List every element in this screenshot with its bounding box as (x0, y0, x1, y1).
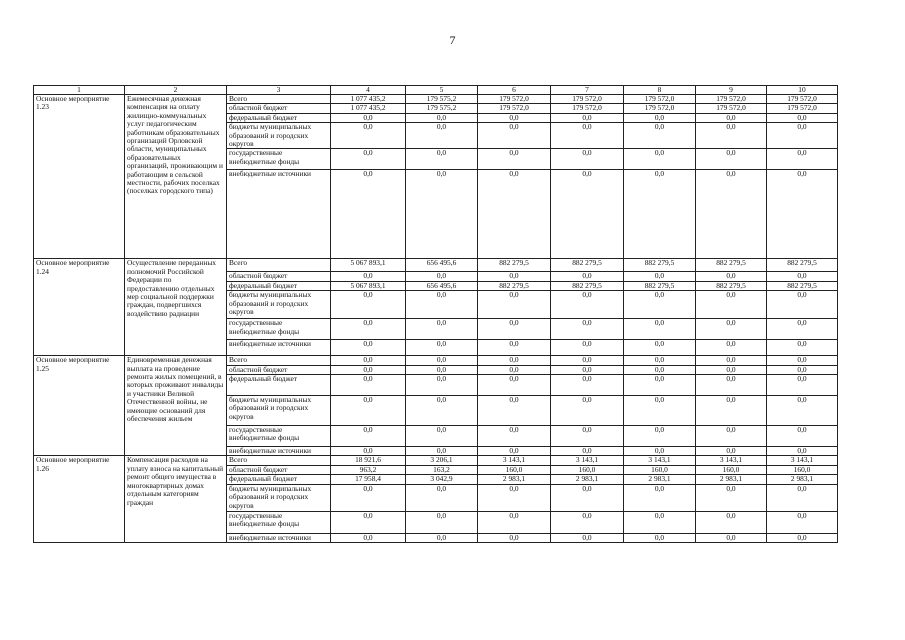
amount-cell: 0,0 (331, 426, 406, 447)
funding-source: государственные внебюджетные фонды (227, 149, 331, 170)
amount-cell: 882 279,5 (478, 259, 551, 272)
amount-cell: 0,0 (696, 396, 767, 426)
amount-cell: 0,0 (767, 113, 838, 122)
amount-cell: 0,0 (331, 319, 406, 340)
amount-cell: 0,0 (406, 533, 478, 542)
amount-cell: 0,0 (551, 396, 624, 426)
amount-cell: 179 572,0 (696, 95, 767, 104)
amount-cell: 0,0 (551, 319, 624, 340)
amount-cell: 0,0 (767, 272, 838, 281)
amount-cell: 0,0 (478, 533, 551, 542)
amount-cell: 0,0 (767, 484, 838, 511)
funding-source: федеральный бюджет (227, 281, 331, 290)
amount-cell: 0,0 (331, 484, 406, 511)
table-row (34, 356, 838, 365)
activity-id: Основное мероприятие 1.24 (34, 259, 125, 356)
amount-cell: 0,0 (696, 149, 767, 170)
amount-cell: 882 279,5 (624, 259, 696, 272)
amount-cell: 0,0 (478, 272, 551, 281)
amount-cell: 0,0 (406, 319, 478, 340)
amount-cell: 0,0 (767, 123, 838, 149)
amount-cell: 0,0 (331, 356, 406, 365)
funding-source: Всего (227, 356, 331, 365)
amount-cell: 963,2 (331, 465, 406, 474)
table-row (34, 259, 838, 272)
amount-cell: 0,0 (551, 511, 624, 533)
amount-cell: 882 279,5 (696, 259, 767, 272)
amount-cell: 2 983,1 (696, 475, 767, 484)
amount-cell: 0,0 (624, 375, 696, 396)
amount-cell: 3 143,1 (624, 456, 696, 465)
amount-cell: 0,0 (624, 272, 696, 281)
funding-source: бюджеты муниципальных образований и городских округов (227, 484, 331, 511)
column-header: 4 (331, 86, 406, 95)
amount-cell: 0,0 (406, 149, 478, 170)
activity-description: Компенсация расходов на уплату взноса на капитальный ремонт общего имущества в многоквартирных домах отдельным категориям граждан (125, 456, 227, 543)
amount-cell: 0,0 (406, 447, 478, 456)
amount-cell: 0,0 (331, 375, 406, 396)
amount-cell: 0,0 (478, 511, 551, 533)
amount-cell: 0,0 (551, 170, 624, 259)
amount-cell: 0,0 (406, 170, 478, 259)
column-header: 7 (551, 86, 624, 95)
amount-cell: 0,0 (696, 484, 767, 511)
amount-cell: 0,0 (406, 113, 478, 122)
amount-cell: 3 143,1 (696, 456, 767, 465)
amount-cell: 0,0 (478, 356, 551, 365)
funding-source: Всего (227, 456, 331, 465)
amount-cell: 17 958,4 (331, 475, 406, 484)
amount-cell: 0,0 (331, 123, 406, 149)
amount-cell: 0,0 (696, 319, 767, 340)
amount-cell: 0,0 (406, 272, 478, 281)
amount-cell: 3 143,1 (551, 456, 624, 465)
amount-cell: 882 279,5 (696, 281, 767, 290)
amount-cell: 882 279,5 (551, 259, 624, 272)
amount-cell: 0,0 (767, 396, 838, 426)
amount-cell: 0,0 (406, 511, 478, 533)
amount-cell: 2 983,1 (767, 475, 838, 484)
amount-cell: 0,0 (406, 484, 478, 511)
amount-cell: 882 279,5 (767, 259, 838, 272)
funding-source: Всего (227, 95, 331, 104)
amount-cell: 179 572,0 (478, 95, 551, 104)
amount-cell: 0,0 (406, 340, 478, 356)
amount-cell: 160,0 (551, 465, 624, 474)
amount-cell: 179 572,0 (624, 104, 696, 113)
amount-cell: 0,0 (331, 170, 406, 259)
amount-cell: 0,0 (406, 375, 478, 396)
amount-cell: 0,0 (406, 426, 478, 447)
amount-cell: 0,0 (478, 396, 551, 426)
amount-cell: 0,0 (331, 365, 406, 374)
amount-cell: 0,0 (696, 356, 767, 365)
amount-cell: 0,0 (696, 426, 767, 447)
amount-cell: 0,0 (551, 291, 624, 319)
amount-cell: 0,0 (624, 396, 696, 426)
amount-cell: 0,0 (478, 340, 551, 356)
amount-cell: 2 983,1 (478, 475, 551, 484)
amount-cell: 0,0 (551, 365, 624, 374)
amount-cell: 160,0 (478, 465, 551, 474)
column-header: 5 (406, 86, 478, 95)
amount-cell: 0,0 (696, 291, 767, 319)
amount-cell: 882 279,5 (767, 281, 838, 290)
amount-cell: 3 143,1 (478, 456, 551, 465)
funding-source: бюджеты муниципальных образований и городских округов (227, 396, 331, 426)
amount-cell: 0,0 (624, 533, 696, 542)
amount-cell: 0,0 (478, 375, 551, 396)
amount-cell: 0,0 (767, 319, 838, 340)
amount-cell: 0,0 (624, 447, 696, 456)
amount-cell: 0,0 (331, 113, 406, 122)
amount-cell: 179 572,0 (767, 104, 838, 113)
amount-cell: 0,0 (767, 533, 838, 542)
amount-cell: 0,0 (551, 533, 624, 542)
amount-cell: 0,0 (478, 291, 551, 319)
amount-cell: 0,0 (624, 149, 696, 170)
amount-cell: 1 077 435,2 (331, 95, 406, 104)
funding-source: федеральный бюджет (227, 375, 331, 396)
amount-cell: 0,0 (551, 113, 624, 122)
amount-cell: 179 572,0 (696, 104, 767, 113)
column-header: 6 (478, 86, 551, 95)
amount-cell: 882 279,5 (624, 281, 696, 290)
funding-source: внебюджетные источники (227, 170, 331, 259)
funding-source: областной бюджет (227, 365, 331, 374)
amount-cell: 0,0 (767, 170, 838, 259)
amount-cell: 0,0 (767, 375, 838, 396)
amount-cell: 0,0 (696, 340, 767, 356)
funding-source: внебюджетные источники (227, 533, 331, 542)
amount-cell: 656 495,6 (406, 281, 478, 290)
funding-source: областной бюджет (227, 104, 331, 113)
amount-cell: 3 143,1 (767, 456, 838, 465)
funding-source: федеральный бюджет (227, 475, 331, 484)
amount-cell: 0,0 (696, 533, 767, 542)
amount-cell: 0,0 (624, 319, 696, 340)
amount-cell: 0,0 (624, 511, 696, 533)
amount-cell: 0,0 (551, 484, 624, 511)
funding-source: внебюджетные источники (227, 447, 331, 456)
column-header: 3 (227, 86, 331, 95)
amount-cell: 0,0 (406, 291, 478, 319)
amount-cell: 179 572,0 (551, 104, 624, 113)
funding-source: государственные внебюджетные фонды (227, 511, 331, 533)
amount-cell: 0,0 (478, 426, 551, 447)
amount-cell: 0,0 (478, 319, 551, 340)
amount-cell: 179 572,0 (767, 95, 838, 104)
activity-description: Осуществление переданных полномочий Российской Федерации по предоставлению отдельных мер социальной поддержки граждан, подвергшихся воздействию радиации (125, 259, 227, 356)
amount-cell: 0,0 (696, 447, 767, 456)
amount-cell: 0,0 (624, 426, 696, 447)
amount-cell: 0,0 (551, 340, 624, 356)
amount-cell: 0,0 (406, 356, 478, 365)
table-body (34, 86, 838, 543)
funding-source: внебюджетные источники (227, 340, 331, 356)
amount-cell: 0,0 (696, 375, 767, 396)
table-row (34, 456, 838, 465)
funding-source: бюджеты муниципальных образований и городских округов (227, 291, 331, 319)
amount-cell: 0,0 (624, 291, 696, 319)
amount-cell: 0,0 (478, 170, 551, 259)
amount-cell: 656 495,6 (406, 259, 478, 272)
amount-cell: 0,0 (406, 365, 478, 374)
amount-cell: 5 067 893,1 (331, 259, 406, 272)
amount-cell: 160,0 (767, 465, 838, 474)
amount-cell: 0,0 (767, 511, 838, 533)
amount-cell: 0,0 (551, 149, 624, 170)
amount-cell: 160,0 (624, 465, 696, 474)
amount-cell: 0,0 (696, 170, 767, 259)
amount-cell: 0,0 (696, 123, 767, 149)
amount-cell: 179 572,0 (624, 95, 696, 104)
amount-cell: 0,0 (624, 340, 696, 356)
column-header-row (34, 86, 838, 95)
amount-cell: 0,0 (696, 511, 767, 533)
amount-cell: 0,0 (624, 123, 696, 149)
amount-cell: 0,0 (478, 123, 551, 149)
amount-cell: 0,0 (478, 149, 551, 170)
funding-source: областной бюджет (227, 272, 331, 281)
funding-source: государственные внебюджетные фонды (227, 319, 331, 340)
amount-cell: 0,0 (478, 447, 551, 456)
column-header: 1 (34, 86, 125, 95)
funding-source: федеральный бюджет (227, 113, 331, 122)
amount-cell: 2 983,1 (551, 475, 624, 484)
amount-cell: 0,0 (624, 365, 696, 374)
amount-cell: 0,0 (551, 375, 624, 396)
amount-cell: 1 077 435,2 (331, 104, 406, 113)
budget-table (33, 85, 838, 543)
column-header: 8 (624, 86, 696, 95)
amount-cell: 0,0 (331, 511, 406, 533)
amount-cell: 0,0 (551, 356, 624, 365)
amount-cell: 0,0 (551, 123, 624, 149)
amount-cell: 0,0 (767, 447, 838, 456)
column-header: 2 (125, 86, 227, 95)
amount-cell: 0,0 (767, 356, 838, 365)
amount-cell: 0,0 (478, 484, 551, 511)
amount-cell: 0,0 (551, 447, 624, 456)
column-header: 10 (767, 86, 838, 95)
amount-cell: 0,0 (767, 291, 838, 319)
activity-id: Основное мероприятие 1.26 (34, 456, 125, 543)
page-number: 7 (449, 33, 456, 47)
amount-cell: 882 279,5 (478, 281, 551, 290)
amount-cell: 0,0 (624, 170, 696, 259)
amount-cell: 0,0 (624, 356, 696, 365)
amount-cell: 0,0 (406, 123, 478, 149)
activity-description: Единовременная денежная выплата на проведение ремонта жилых помещений, в которых проживают инвалиды и участники Великой Отечественной войны, не имеющие оснований для обеспечения жильем (125, 356, 227, 456)
amount-cell: 0,0 (331, 533, 406, 542)
amount-cell: 0,0 (551, 272, 624, 281)
amount-cell: 5 067 893,1 (331, 281, 406, 290)
table-row (34, 95, 838, 104)
amount-cell: 0,0 (331, 447, 406, 456)
amount-cell: 0,0 (331, 340, 406, 356)
column-header: 9 (696, 86, 767, 95)
amount-cell: 0,0 (624, 484, 696, 511)
funding-source: государственные внебюджетные фонды (227, 426, 331, 447)
activity-id: Основное мероприятие 1.23 (34, 95, 125, 259)
amount-cell: 0,0 (331, 291, 406, 319)
amount-cell: 179 575,2 (406, 95, 478, 104)
activity-description: Ежемесячная денежная компенсация на оплату жилищно-коммунальных услуг педагогическим работникам образовательных организаций Орловской области, муниципальных образовательных организаций, проживающим и работающим в сельской местности, рабочих поселках (поселках городского типа) (125, 95, 227, 259)
amount-cell: 3 042,9 (406, 475, 478, 484)
amount-cell: 0,0 (478, 113, 551, 122)
amount-cell: 0,0 (624, 113, 696, 122)
amount-cell: 0,0 (767, 149, 838, 170)
funding-source: Всего (227, 259, 331, 272)
amount-cell: 0,0 (331, 396, 406, 426)
amount-cell: 0,0 (331, 272, 406, 281)
amount-cell: 179 575,2 (406, 104, 478, 113)
funding-source: областной бюджет (227, 465, 331, 474)
amount-cell: 0,0 (696, 365, 767, 374)
amount-cell: 0,0 (478, 365, 551, 374)
amount-cell: 18 921,6 (331, 456, 406, 465)
amount-cell: 0,0 (331, 149, 406, 170)
amount-cell: 3 206,1 (406, 456, 478, 465)
amount-cell: 179 572,0 (551, 95, 624, 104)
amount-cell: 163,2 (406, 465, 478, 474)
amount-cell: 160,0 (696, 465, 767, 474)
amount-cell: 0,0 (406, 396, 478, 426)
amount-cell: 0,0 (767, 365, 838, 374)
amount-cell: 0,0 (767, 340, 838, 356)
amount-cell: 0,0 (767, 426, 838, 447)
amount-cell: 882 279,5 (551, 281, 624, 290)
amount-cell: 0,0 (551, 426, 624, 447)
amount-cell: 0,0 (696, 272, 767, 281)
amount-cell: 0,0 (696, 113, 767, 122)
activity-id: Основное мероприятие 1.25 (34, 356, 125, 456)
amount-cell: 2 983,1 (624, 475, 696, 484)
funding-source: бюджеты муниципальных образований и городских округов (227, 123, 331, 149)
amount-cell: 179 572,0 (478, 104, 551, 113)
